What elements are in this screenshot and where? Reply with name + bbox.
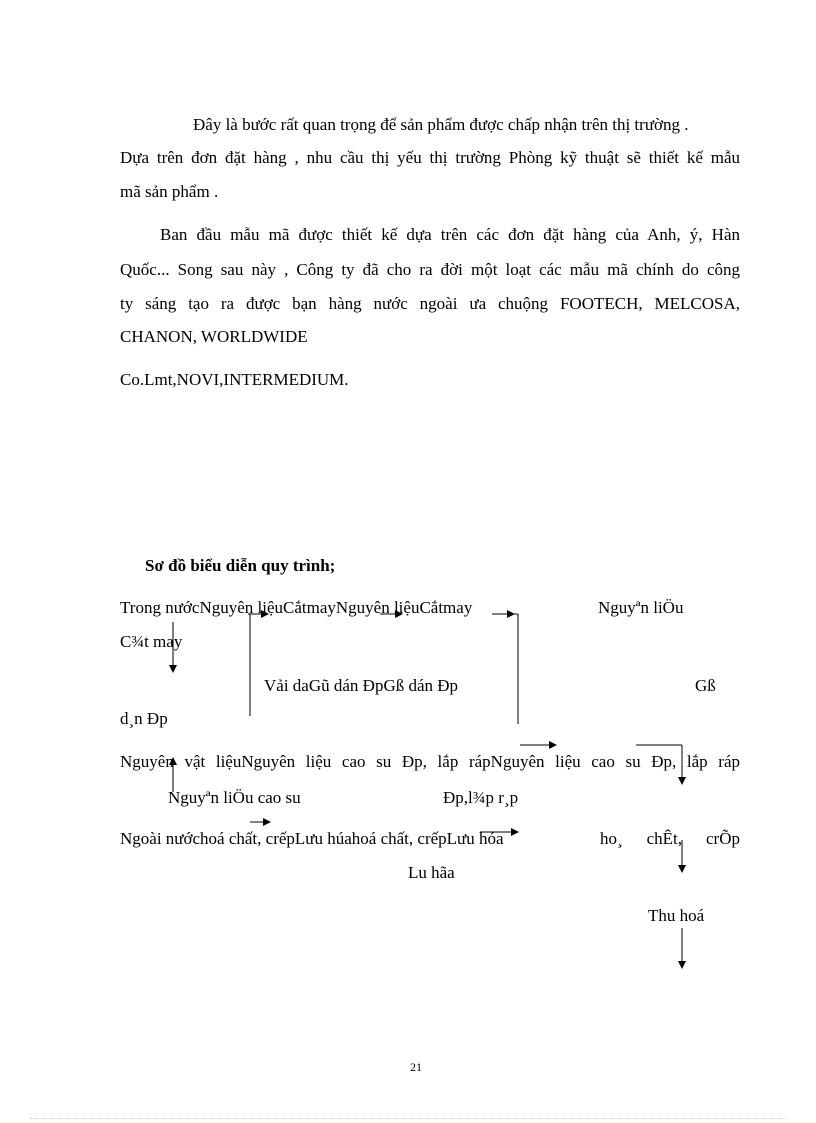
- paragraph-2-line-1: Ban đầu mẫu mã được thiết kế dựa trên các đơn đặt hàng của Anh, ý, Hàn: [160, 225, 740, 244]
- paragraph-1-line-3: mã sản phẩm .: [120, 182, 219, 201]
- paragraph-3-line-1: Co.Lmt,NOVI,INTERMEDIUM.: [120, 370, 349, 389]
- diagram-row-3: Vải daGũ dán ĐpGß dán Đp: [264, 676, 459, 695]
- diagram-row-1: Trong nướcNguyên liệuCắtmayNguyên liệuCắtmay: [120, 598, 473, 617]
- diagram-row-8: Lu hãa: [408, 863, 455, 882]
- page-number: 21: [410, 1060, 422, 1074]
- diagram-row-7: Ngoài nướchoá chất, crếpLưu húahoá chất, crếpLưu hóa: [120, 829, 504, 848]
- diagram-row-2: C¾t may: [120, 632, 183, 651]
- diagram-title: Sơ đồ biểu diễn quy trình;: [145, 556, 336, 575]
- paragraph-2-line-3: ty sáng tạo ra được bạn hàng nước ngoài ưa chuộng FOOTECH, MELCOSA,: [120, 294, 740, 313]
- diagram-row-1-right: Nguyªn liÖu: [598, 598, 684, 617]
- paragraph-1-line-2: Dựa trên đơn đặt hàng , nhu cầu thị yếu thị trường Phòng kỹ thuật sẽ thiết kế mẫu: [120, 148, 740, 167]
- diagram-row-6-right: Đp,l¾p r¸p: [443, 788, 519, 807]
- paragraph-1-line-1: Đây là bước rất quan trọng để sản phẩm được chấp nhận trên thị trường .: [193, 115, 689, 134]
- diagram-row-9: Thu hoá: [648, 906, 705, 925]
- page-bottom-border: [30, 1118, 786, 1119]
- diagram-row-3-right: Gß: [695, 676, 716, 695]
- diagram-row-5: Nguyên vật liệuNguyên liệu cao su Đp, lắp rápNguyên liệu cao su Đp, lắp ráp: [120, 752, 740, 771]
- diagram-row-7-right: ho¸ chÊt, crÕp: [600, 829, 740, 848]
- paragraph-2-line-4: CHANON, WORLDWIDE: [120, 327, 308, 346]
- diagram-row-6-left: Nguyªn liÖu cao su: [168, 788, 301, 807]
- diagram-row-4: d¸n Đp: [120, 709, 168, 728]
- paragraph-2-line-2: Quốc... Song sau này , Công ty đã cho ra đời một loạt các mẫu mã chính do công: [120, 260, 740, 279]
